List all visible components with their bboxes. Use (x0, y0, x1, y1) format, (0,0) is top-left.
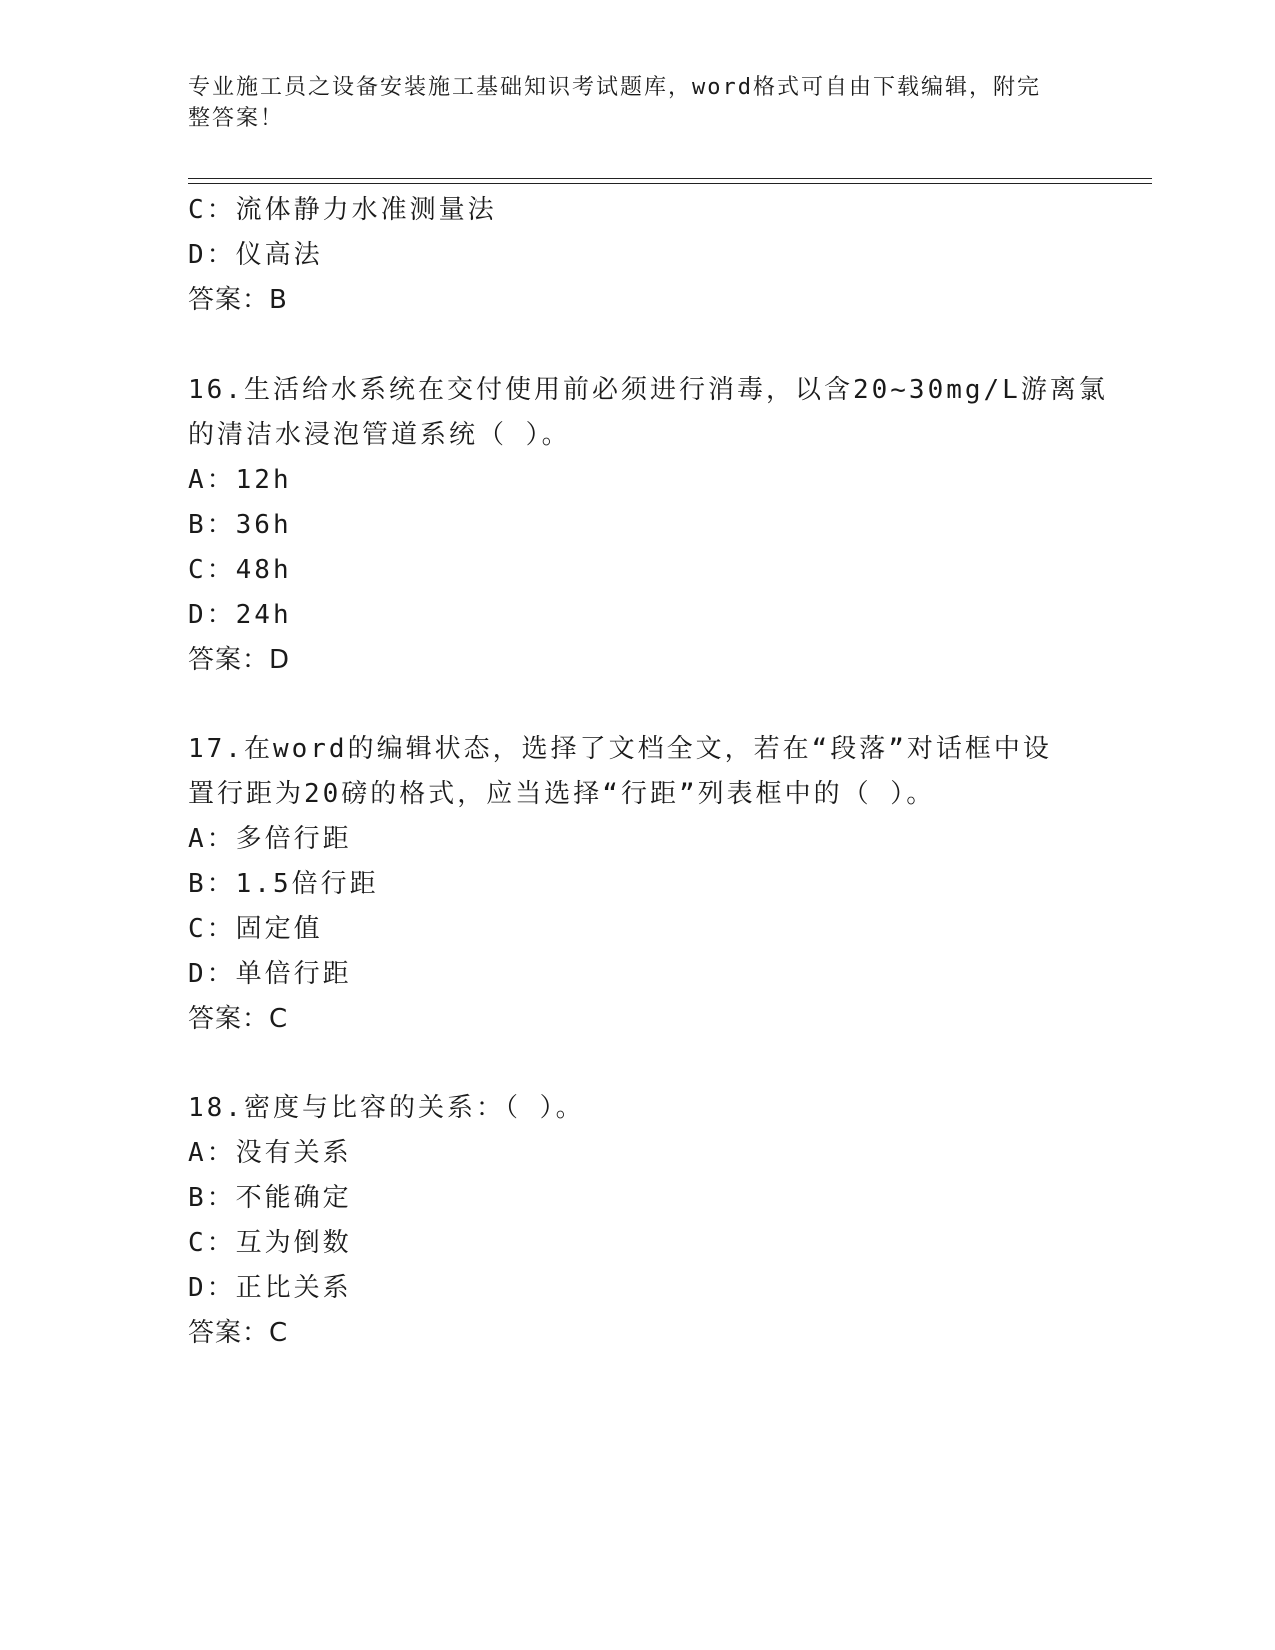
option-line: B：不能确定 (188, 1183, 352, 1213)
option-line: C：流体静力水准测量法 (188, 195, 497, 225)
document-header (188, 72, 1068, 134)
option-line: A：没有关系 (188, 1138, 352, 1168)
option-line: A：12h (188, 465, 292, 495)
header-line-2: 整答案！ (188, 106, 285, 131)
answer-line: 答案：B (188, 285, 288, 315)
option-line: C：互为倒数 (188, 1228, 352, 1258)
answer-line: 答案：C (188, 1004, 289, 1034)
question-17-line-2: 置行距为20磅的格式，应当选择“行距”列表框中的（ ）。 (188, 779, 936, 809)
question-18-line-1: 18.密度与比容的关系：（ ）。 (188, 1093, 585, 1123)
answer-line: 答案：C (188, 1318, 289, 1348)
header-divider-bottom (188, 183, 1152, 184)
answer-line: 答案：D (188, 645, 291, 675)
option-line: D：仪高法 (188, 240, 323, 270)
question-16-line-2: 的清洁水浸泡管道系统（ ）。 (188, 420, 571, 450)
option-line: C：48h (188, 555, 292, 585)
option-line: D：24h (188, 600, 292, 630)
header-line-1: 专业施工员之设备安装施工基础知识考试题库，word格式可自由下载编辑，附完 (188, 75, 1041, 100)
option-line: A：多倍行距 (188, 824, 352, 854)
option-line: B：36h (188, 510, 292, 540)
option-line: C：固定值 (188, 914, 323, 944)
question-16-line-1: 16.生活给水系统在交付使用前必须进行消毒，以含20~30mg/L游离氯 (188, 375, 1108, 405)
header-divider-top (188, 178, 1152, 179)
option-line: D：正比关系 (188, 1273, 352, 1303)
option-line: B：1.5倍行距 (188, 869, 379, 899)
option-line: D：单倍行距 (188, 959, 352, 989)
question-17-line-1: 17.在word的编辑状态，选择了文档全文，若在“段落”对话框中设 (188, 734, 1052, 764)
